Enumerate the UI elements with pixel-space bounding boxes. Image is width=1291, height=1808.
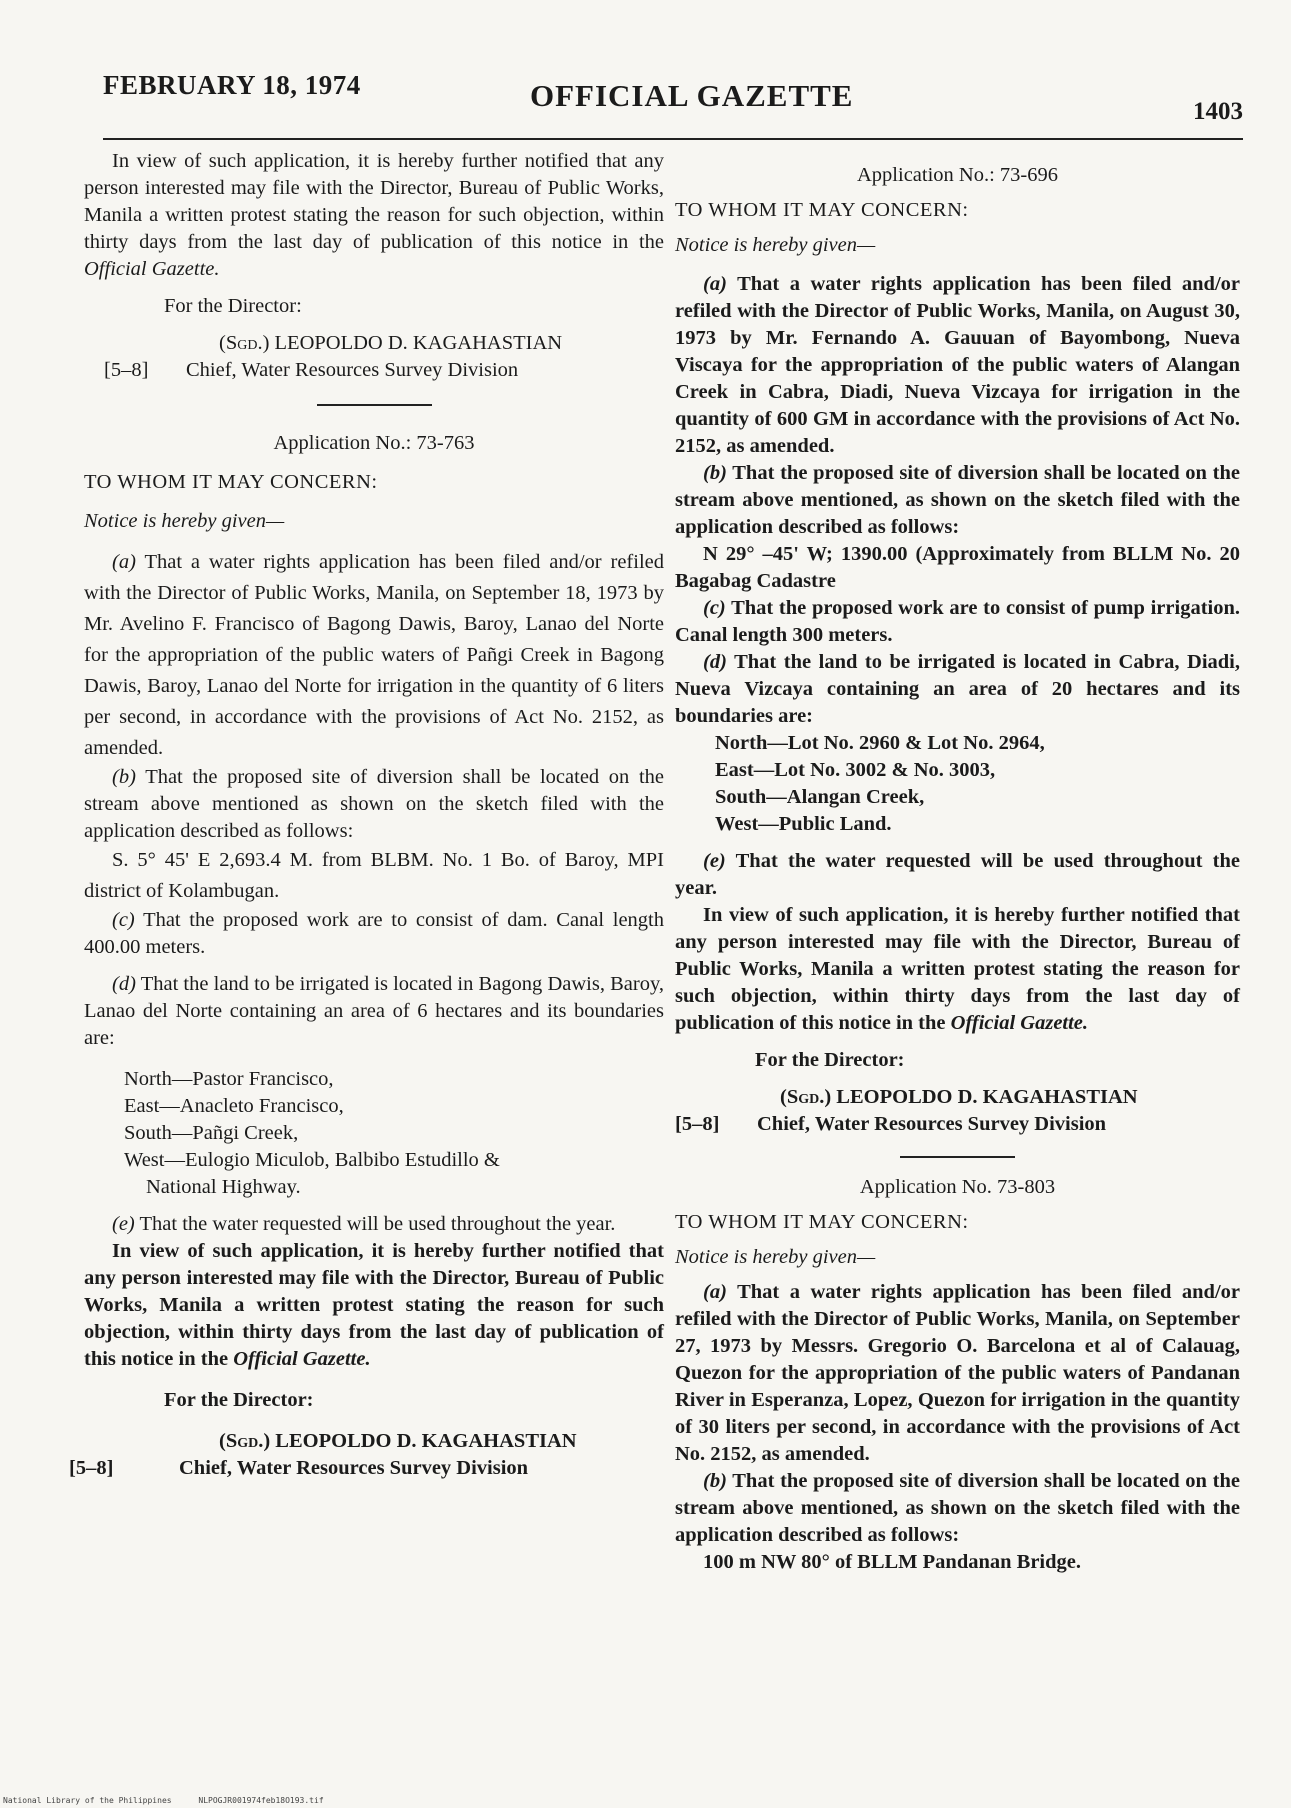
boundary-item: South—Pañgi Creek, [124, 1122, 299, 1144]
notice-line: Notice is hereby given— [675, 234, 876, 256]
section-divider [317, 404, 432, 406]
for-director-label: For the Director: [164, 295, 302, 317]
right-column [675, 148, 1240, 1576]
section-divider [900, 1156, 1015, 1158]
signatory-name: (Sgd.) LEOPOLDO D. KAGAHASTIAN [219, 1430, 577, 1452]
clause-d: (d) That the land to be irrigated is located in Cabra, Diadi, Nueva Vizcaya containing an area of 20 hectares and its boundaries are: [675, 651, 1240, 727]
signatory-title: Chief, Water Resources Survey Division [179, 1457, 529, 1479]
boundary-item: West—Public Land. [715, 813, 892, 835]
issue-code: [5–8] [69, 1457, 114, 1479]
boundary-item: North—Pastor Francisco, [124, 1068, 334, 1090]
boundary-list [84, 1066, 664, 1201]
clause-a: (a) That a water rights application has been filed and/or refiled with the Director of Public Works, Manila, on September 27, 1973 by Messrs. Gregorio O. Barcelona et al of Calauag, Quezon for the appropriation of the public waters of Pandanan River in Esperanza, Lopez, Quezon for irrigation in the quantity of 30 liters per second, in accordance with the provisions of Act No. 2152, as amended. [675, 1281, 1240, 1465]
issue-code: [5–8] [104, 359, 149, 381]
for-director-label: For the Director: [164, 1389, 314, 1411]
boundary-list [675, 730, 1240, 838]
issue-code: [5–8] [675, 1113, 720, 1135]
notice-line: Notice is hereby given— [84, 510, 285, 532]
application-heading: Application No.: 73-696 [857, 164, 1058, 186]
clause-c: (c) That the proposed work are to consist of dam. Canal length 400.00 meters. [84, 909, 664, 958]
scan-footer [3, 1796, 346, 1805]
publication-title: OFFICIAL GAZETTE [530, 78, 854, 113]
library-credit: National Library of the Philippines [3, 1796, 172, 1805]
clause-d: (d) That the land to be irrigated is located in Bagong Dawis, Baroy, Lanao del Norte containing an area of 6 hectares and its boundaries are: [84, 973, 664, 1049]
application-heading: Application No. 73-803 [859, 1176, 1056, 1198]
protest-paragraph: In view of such application, it is hereby further notified that any person interested may file with the Director, Bureau of Public Works, Manila a written protest stating the reason for such objection, within thirty days from the last day of publication of this notice in the Official Gazette. [675, 904, 1240, 1034]
signatory-name: (Sgd.) LEOPOLDO D. KAGAHASTIAN [219, 332, 563, 354]
application-heading: Application No.: 73-763 [273, 432, 475, 454]
clause-c: (c) That the proposed work are to consist of pump irrigation. Canal length 300 meters. [675, 597, 1240, 646]
signatory-name: (Sgd.) LEOPOLDO D. KAGAHASTIAN [780, 1086, 1138, 1108]
header-rule [103, 138, 1243, 140]
clause-e: (e) That the water requested will be used throughout the year. [112, 1213, 616, 1235]
boundary-item-continued: National Highway. [146, 1176, 301, 1198]
scan-filename: NLPOGJR001974feb18O193.tif [198, 1796, 324, 1805]
clause-b-location: 100 m NW 80° of BLLM Pandanan Bridge. [703, 1551, 1081, 1573]
boundary-item: South—Alangan Creek, [715, 786, 925, 808]
continued-paragraph: In view of such application, it is hereby further notified that any person interested may file with the Director, Bureau of Public Works, Manila a written protest stating the reason for such objection, within thirty days from the last day of publication of this notice in the Official Gazette. [84, 150, 664, 280]
signatory-title: Chief, Water Resources Survey Division [186, 359, 519, 381]
salutation: TO WHOM IT MAY CONCERN: [84, 471, 378, 493]
page-number: 1403 [1193, 98, 1243, 125]
for-director-label: For the Director: [755, 1049, 905, 1071]
signature-row [69, 1455, 664, 1482]
left-column [69, 148, 664, 1482]
clause-b: (b) That the proposed site of diversion shall be located on the stream above mentioned, as shown on the sketch filed with the application described as follows: [675, 1470, 1240, 1546]
clause-b-location: S. 5° 45' E 2,693.4 M. from BLBM. No. 1 Bo. of Baroy, MPI district of Kolambugan. [84, 849, 664, 902]
clause-b: (b) That the proposed site of diversion shall be located on the stream above mentioned, as shown on the sketch filed with the application described as follows: [675, 462, 1240, 538]
issue-date: FEBRUARY 18, 1974 [103, 70, 361, 100]
signature-row [675, 1111, 1240, 1138]
clause-a: (a) That a water rights application has been filed and/or refiled with the Director of Public Works, Manila, on August 30, 1973 by Mr. Fernando A. Gauuan of Bayombong, Nueva Viscaya for the appropriation of the public waters of Alangan Creek in Cabra, Diadi, Nueva Vizcaya for irrigation in the quantity of 600 GM in accordance with the provisions of Act No. 2152, as amended. [675, 273, 1240, 457]
notice-line: Notice is hereby given— [675, 1246, 876, 1268]
clause-b: (b) That the proposed site of diversion shall be located on the stream above mentioned as shown on the sketch filed with the application described as follows: [84, 766, 664, 842]
boundary-item: East—Lot No. 3002 & No. 3003, [715, 759, 996, 781]
boundary-item: North—Lot No. 2960 & Lot No. 2964, [715, 732, 1045, 754]
protest-paragraph: In view of such application, it is hereby further notified that any person interested may file with the Director, Bureau of Public Works, Manila a written protest stating the reason for such objection, within thirty days from the last day of publication of this notice in the Official Gazette. [84, 1240, 664, 1370]
page-header [0, 0, 1291, 125]
boundary-item: East—Anacleto Francisco, [124, 1095, 344, 1117]
clause-e: (e) That the water requested will be used throughout the year. [675, 850, 1240, 899]
salutation: TO WHOM IT MAY CONCERN: [675, 1211, 969, 1233]
clause-a: (a) That a water rights application has been filed and/or refiled with the Director of Public Works, Manila, on September 18, 1973 by Mr. Avelino F. Francisco of Bagong Dawis, Baroy, Lanao del Norte for the appropriation of the public waters of Pañgi Creek in Bagong Dawis, Baroy, Lanao del Norte for irrigation in the quantity of 6 liters per second, in accordance with the provisions of Act No. 2152, as amended. [84, 551, 664, 759]
clause-b-location: N 29° –45' W; 1390.00 (Approximately from BLLM No. 20 Bagabag Cadastre [675, 543, 1240, 592]
signature-row [84, 357, 664, 384]
signatory-title: Chief, Water Resources Survey Division [757, 1113, 1107, 1135]
boundary-item: West—Eulogio Miculob, Balbibo Estudillo & [124, 1149, 500, 1171]
salutation: TO WHOM IT MAY CONCERN: [675, 199, 969, 221]
